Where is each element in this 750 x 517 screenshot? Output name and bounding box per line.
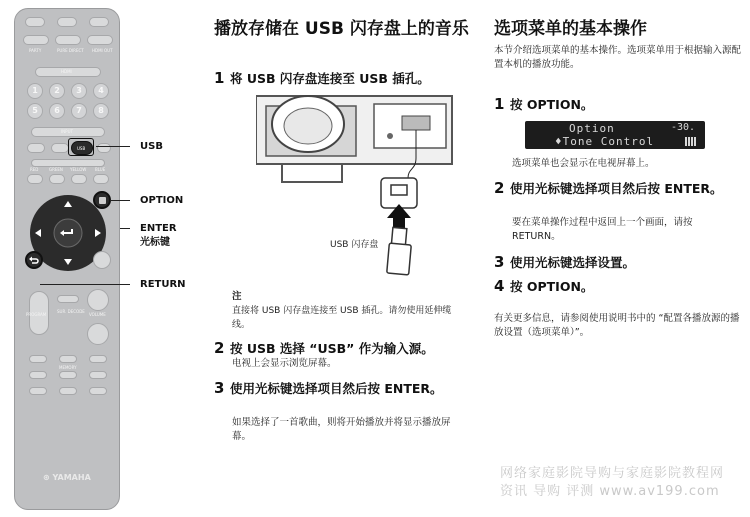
cursor-callout: 光标键 [140, 237, 170, 248]
pure-direct-label: PURE DIRECT [57, 48, 84, 53]
program-label: PROGRAM [26, 312, 47, 317]
enter-callout-line [120, 228, 130, 229]
left-step-3-text: 使用光标键选择项目然后按 ENTER。 [230, 381, 443, 396]
volume-label: VOLUME [89, 312, 106, 317]
tv-power-button[interactable] [57, 17, 77, 27]
input-label: INPUT [61, 129, 73, 134]
option-icon [99, 197, 106, 204]
green-button[interactable] [49, 174, 65, 184]
option-callout: OPTION [140, 195, 184, 206]
left-section-title: 播放存储在 USB 闪存盘上的音乐 [214, 19, 469, 39]
blue-label: BLUE [95, 167, 106, 172]
blue-button[interactable] [93, 174, 109, 184]
volume-down-button[interactable] [87, 323, 109, 345]
right-outro: 有关更多信息，请参阅使用说明书中的 “配置各播放源的播放设置（选项菜单）”。 [494, 313, 740, 338]
return-callout: RETURN [140, 279, 186, 290]
right-step-3-text: 使用光标键选择设置。 [510, 255, 636, 270]
party-label: PARTY [29, 48, 42, 53]
front-panel-display [525, 121, 705, 149]
left-step-3 [214, 380, 460, 397]
usb-callout: USB [140, 141, 163, 152]
source-power-button[interactable] [25, 17, 45, 27]
right-step-1 [494, 96, 744, 113]
flash-drive-label: USB 闪存盘 [330, 240, 379, 250]
left-step-2 [214, 340, 474, 357]
right-step-1-body: 选项菜单也会显示在电视屏幕上。 [512, 158, 655, 169]
return-callout-line [40, 284, 130, 285]
option-callout-line [110, 200, 130, 201]
note-title: 注 [232, 291, 242, 302]
red-label: RED [30, 167, 39, 172]
preset-up-button[interactable] [89, 371, 107, 379]
right-step-3 [494, 254, 744, 271]
option-button[interactable] [93, 191, 111, 209]
right-section-title: 选项菜单的基本操作 [494, 19, 647, 39]
usb-highlight [68, 138, 94, 156]
right-step-3-number: 3 [494, 253, 505, 271]
left-step-1 [214, 70, 474, 87]
left-step-2-body: 电视上会显示浏览屏幕。 [232, 358, 337, 369]
party-button[interactable] [23, 35, 49, 45]
left-step-1-text: 将 USB 闪存盘连接至 USB 插孔。 [230, 71, 430, 86]
left-step-2-number: 2 [214, 339, 225, 357]
green-label: GREEN [49, 167, 63, 172]
hdmi-label: HDMI [61, 69, 72, 74]
yellow-button[interactable] [71, 174, 87, 184]
net-button[interactable] [27, 143, 45, 153]
right-step-2 [494, 180, 730, 197]
digit-5-button[interactable]: 5 [27, 103, 43, 119]
receiver-power-button[interactable] [89, 17, 109, 27]
red-button[interactable] [27, 174, 43, 184]
preset-down-button[interactable] [29, 371, 47, 379]
usb-connection-illustration [256, 92, 456, 282]
right-step-2-body: 要在菜单操作过程中返回上一个画面，请按 RETURN。 [512, 217, 693, 242]
mute-button[interactable] [57, 295, 79, 303]
lcd-line-1-right: -30. [671, 122, 696, 133]
left-step-2-text: 按 USB 选择 “USB” 作为输入源。 [230, 341, 434, 356]
right-step-2-number: 2 [494, 179, 505, 197]
tuner-button[interactable] [97, 143, 111, 153]
lcd-line-1: Option [569, 122, 615, 135]
bluetooth-button[interactable] [51, 143, 69, 153]
display-button[interactable] [93, 251, 111, 269]
top-menu-button[interactable] [29, 355, 47, 363]
right-intro: 本节介绍选项菜单的基本操作。选项菜单用于根据输入源配置本机的播放功能。 [494, 45, 742, 70]
right-step-2-text: 使用光标键选择项目然后按 ENTER。 [510, 181, 723, 196]
watermark-line-2: 资讯 导购 评测 www.av199.com [500, 484, 720, 499]
band-button[interactable] [59, 371, 77, 379]
left-step-1-number: 1 [214, 69, 225, 87]
scene-bar[interactable] [31, 159, 105, 167]
remote-control [14, 8, 120, 510]
memory-button[interactable] [59, 355, 77, 363]
yamaha-logo: ⊛ YAMAHA [43, 473, 91, 482]
hdmi-out-label: HDMI OUT [92, 48, 113, 53]
right-step-4-text: 按 OPTION。 [510, 279, 594, 294]
hdmi-out-button[interactable] [87, 35, 113, 45]
right-step-1-number: 1 [494, 95, 505, 113]
right-step-4 [494, 278, 744, 295]
watermark-line-1: 网络家庭影院导购与家庭影院教程网 [500, 466, 725, 481]
brand-text: YAMAHA [52, 473, 91, 482]
sur-decode-label: SUR. DECODE [57, 309, 85, 314]
right-step-1-text: 按 OPTION。 [510, 97, 594, 112]
note-text: 直接将 USB 闪存盘连接至 USB 插孔。请勿使用延伸缆线。 [232, 306, 452, 330]
lcd-line-2: ♦Tone Control [555, 135, 655, 148]
digit-2-button[interactable]: 2 [49, 83, 65, 99]
usb-callout-line [96, 146, 130, 147]
digit-1-button[interactable]: 1 [27, 83, 43, 99]
rewind-button[interactable] [29, 387, 47, 395]
enter-callout: ENTER [140, 223, 177, 234]
lcd-signal-icon [685, 137, 697, 146]
digit-7-button[interactable]: 7 [71, 103, 87, 119]
yellow-label: YELLOW [70, 167, 87, 172]
popup-menu-button[interactable] [89, 355, 107, 363]
right-step-4-number: 4 [494, 277, 505, 295]
left-step-3-body: 如果选择了一首歌曲，则将开始播放并将显示播放屏幕。 [232, 417, 451, 442]
usb-key-label: USB [77, 146, 86, 151]
memory-label: MEMORY [59, 365, 77, 370]
digit-6-button[interactable]: 6 [49, 103, 65, 119]
digit-3-button[interactable]: 3 [71, 83, 87, 99]
play-button[interactable] [59, 387, 77, 395]
return-icon [27, 253, 41, 267]
left-step-3-number: 3 [214, 379, 225, 397]
return-button[interactable] [25, 251, 43, 269]
fast-forward-button[interactable] [89, 387, 107, 395]
pure-direct-button[interactable] [55, 35, 81, 45]
volume-up-button[interactable] [87, 289, 109, 311]
digit-8-button[interactable]: 8 [93, 103, 109, 119]
digit-4-button[interactable]: 4 [93, 83, 109, 99]
